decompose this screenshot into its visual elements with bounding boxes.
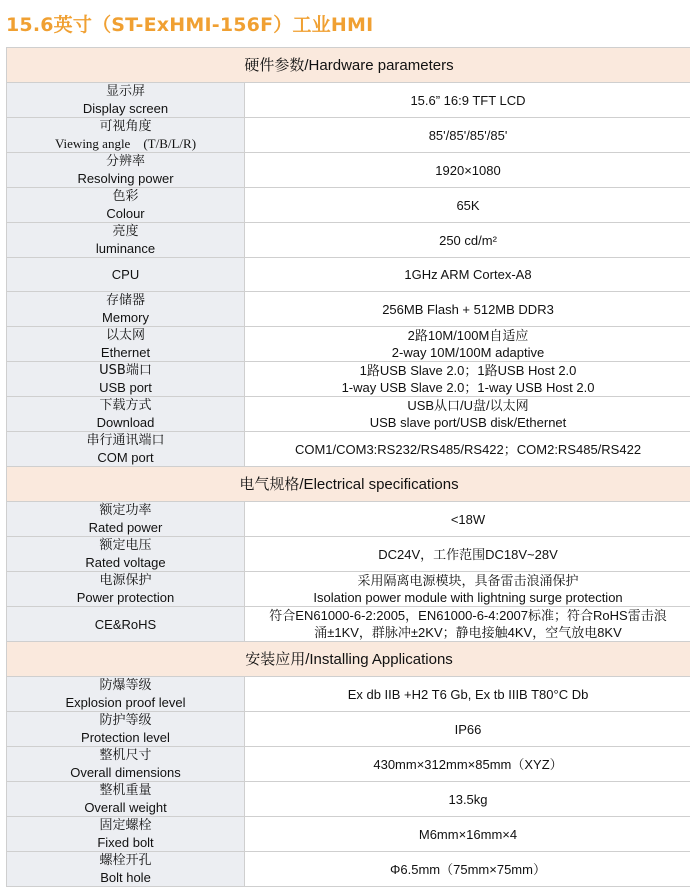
spec-label-en: Resolving power (9, 170, 242, 187)
spec-value-line: <18W (247, 511, 689, 528)
spec-row (7, 782, 690, 817)
spec-label (7, 432, 245, 467)
spec-label (7, 607, 245, 642)
section-heading: 安装应用/Installing Applications (7, 642, 690, 677)
spec-value (245, 607, 690, 642)
spec-value (245, 502, 690, 537)
spec-label-en: Power protection (9, 589, 242, 606)
spec-row (7, 327, 690, 362)
spec-label-cn: 以太网 (9, 327, 242, 344)
spec-label-en: COM port (9, 449, 242, 466)
spec-value (245, 223, 690, 258)
spec-label-en: USB port (9, 379, 242, 396)
spec-row (7, 537, 690, 572)
spec-label (7, 118, 245, 153)
spec-value (245, 83, 690, 118)
spec-label-cn: 整机尺寸 (9, 747, 242, 764)
spec-value-line: 256MB Flash + 512MB DDR3 (247, 301, 689, 318)
spec-label (7, 502, 245, 537)
spec-label-en: Download (9, 414, 242, 431)
spec-value (245, 677, 690, 712)
spec-label-cn: 存储器 (9, 292, 242, 309)
spec-label-en: Overall dimensions (9, 764, 242, 781)
spec-value (245, 747, 690, 782)
spec-value-line: 1GHz ARM Cortex-A8 (247, 266, 689, 283)
spec-row (7, 258, 690, 292)
section-header-row (7, 642, 690, 677)
spec-value (245, 572, 690, 607)
spec-label-en: Rated voltage (9, 554, 242, 571)
spec-label (7, 153, 245, 188)
spec-value (245, 292, 690, 327)
spec-label-cn: USB端口 (9, 362, 242, 379)
spec-label (7, 852, 245, 887)
spec-label (7, 327, 245, 362)
spec-label-cn: 亮度 (9, 223, 242, 240)
spec-value (245, 153, 690, 188)
spec-label-cn: 额定电压 (9, 537, 242, 554)
spec-row (7, 572, 690, 607)
spec-label-en: Overall weight (9, 799, 242, 816)
spec-label-cn: 防护等级 (9, 712, 242, 729)
spec-value (245, 258, 690, 292)
spec-value-line: 符合EN61000-6-2:2005，EN61000-6-4:2007标准；符合RoHS雷击浪 (247, 607, 689, 624)
spec-row (7, 188, 690, 223)
spec-label-cn: 额定功率 (9, 502, 242, 519)
spec-label-en: CPU (9, 266, 242, 283)
spec-label (7, 747, 245, 782)
spec-label (7, 83, 245, 118)
spec-value-line: 15.6” 16:9 TFT LCD (247, 92, 689, 109)
spec-value-line: Φ6.5mm（75mm×75mm） (247, 861, 689, 878)
spec-label-cn: 电源保护 (9, 572, 242, 589)
spec-value-line: 2-way 10M/100M adaptive (247, 344, 689, 361)
section-heading: 电气规格/Electrical specifications (7, 467, 690, 502)
spec-value-line: 430mm×312mm×85mm（XYZ） (247, 756, 689, 773)
spec-value (245, 188, 690, 223)
spec-label-en: CE&RoHS (9, 616, 242, 633)
page-title: 15.6英寸（ST-ExHMI-156F）工业HMI (6, 8, 373, 42)
spec-label-cn: 串行通讯端口 (9, 432, 242, 449)
spec-label (7, 782, 245, 817)
spec-row (7, 712, 690, 747)
spec-value-line: 采用隔离电源模块，具备雷击浪涌保护 (247, 572, 689, 589)
spec-label-en: Explosion proof level (9, 694, 242, 711)
spec-label-en: Viewing angle (T/B/L/R) (9, 135, 242, 152)
spec-value (245, 432, 690, 467)
spec-value-line: USB slave port/USB disk/Ethernet (247, 414, 689, 431)
spec-value (245, 817, 690, 852)
spec-row (7, 83, 690, 118)
spec-row (7, 153, 690, 188)
spec-value-line: 1-way USB Slave 2.0；1-way USB Host 2.0 (247, 379, 689, 396)
spec-value-line: 250 cd/m² (247, 232, 689, 249)
spec-label (7, 712, 245, 747)
spec-value-line: 13.5kg (247, 791, 689, 808)
spec-value-line: USB从口/U盘/以太网 (247, 397, 689, 414)
spec-label-en: Fixed bolt (9, 834, 242, 851)
spec-label-cn: 下载方式 (9, 397, 242, 414)
spec-value (245, 397, 690, 432)
spec-value-line: 2路10M/100M自适应 (247, 327, 689, 344)
spec-label-en: Protection level (9, 729, 242, 746)
spec-value-line: Isolation power module with lightning surge protection (247, 589, 689, 606)
spec-row (7, 852, 690, 887)
spec-label (7, 677, 245, 712)
spec-value (245, 712, 690, 747)
spec-label (7, 188, 245, 223)
spec-table (6, 47, 690, 887)
spec-row (7, 223, 690, 258)
spec-value-line: COM1/COM3:RS232/RS485/RS422；COM2:RS485/RS422 (247, 441, 689, 458)
spec-value-line: Ex db IIB +H2 T6 Gb, Ex tb IIIB T80°C Db (247, 686, 689, 703)
spec-label-cn: 显示屏 (9, 83, 242, 100)
spec-label-en: Memory (9, 309, 242, 326)
spec-value (245, 327, 690, 362)
spec-label-en: Display screen (9, 100, 242, 117)
spec-value-line: M6mm×16mm×4 (247, 826, 689, 843)
spec-label-cn: 分辨率 (9, 153, 242, 170)
spec-row (7, 747, 690, 782)
spec-value-line: 1920×1080 (247, 162, 689, 179)
spec-label (7, 362, 245, 397)
spec-label-cn: 固定螺栓 (9, 817, 242, 834)
spec-row (7, 432, 690, 467)
spec-row (7, 677, 690, 712)
spec-row (7, 397, 690, 432)
spec-label (7, 537, 245, 572)
section-heading: 硬件参数/Hardware parameters (7, 48, 690, 83)
spec-value-line: 85'/85'/85'/85' (247, 127, 689, 144)
spec-value-line: DC24V，工作范围DC18V~28V (247, 546, 689, 563)
spec-value (245, 118, 690, 153)
spec-label-en: luminance (9, 240, 242, 257)
spec-label-en: Bolt hole (9, 869, 242, 886)
spec-label (7, 572, 245, 607)
spec-row (7, 607, 690, 642)
spec-row (7, 362, 690, 397)
spec-row (7, 118, 690, 153)
spec-row (7, 817, 690, 852)
spec-value (245, 782, 690, 817)
spec-label-en: Ethernet (9, 344, 242, 361)
spec-value (245, 852, 690, 887)
spec-label-cn: 色彩 (9, 188, 242, 205)
spec-value-line: 1路USB Slave 2.0；1路USB Host 2.0 (247, 362, 689, 379)
spec-value (245, 362, 690, 397)
spec-label (7, 817, 245, 852)
section-header-row (7, 467, 690, 502)
spec-label (7, 223, 245, 258)
spec-label-cn: 防爆等级 (9, 677, 242, 694)
section-header-row (7, 48, 690, 83)
spec-label-en: Rated power (9, 519, 242, 536)
spec-value-line: IP66 (247, 721, 689, 738)
spec-label (7, 292, 245, 327)
spec-row (7, 502, 690, 537)
spec-label (7, 258, 245, 292)
spec-label-cn: 可视角度 (9, 118, 242, 135)
spec-row (7, 292, 690, 327)
spec-label-cn: 整机重量 (9, 782, 242, 799)
spec-value-line: 65K (247, 197, 689, 214)
spec-label-en: Colour (9, 205, 242, 222)
spec-label-cn: 螺栓开孔 (9, 852, 242, 869)
spec-value-line: 涌±1KV，群脉冲±2KV；静电接触4KV，空气放电8KV (247, 624, 689, 641)
spec-label (7, 397, 245, 432)
spec-value (245, 537, 690, 572)
